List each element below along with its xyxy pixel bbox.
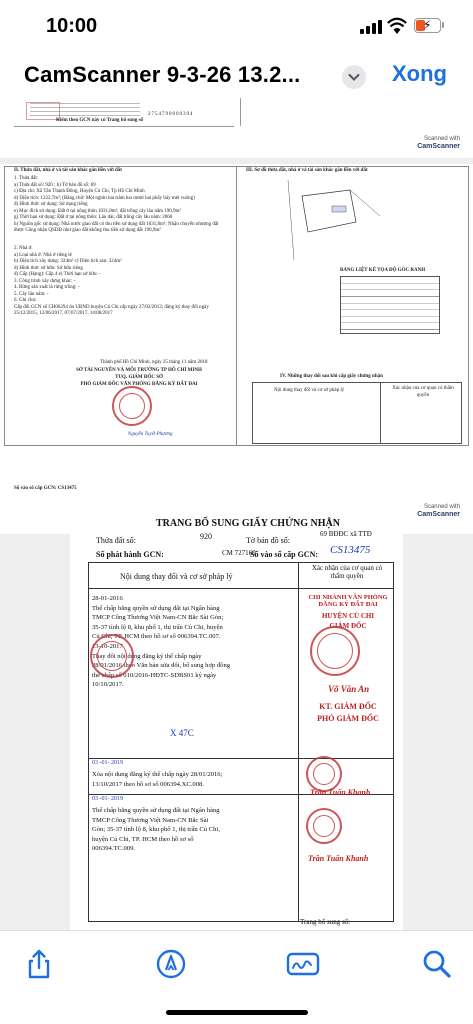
text-line: d) Diện tích: 1222,7m²; (Bằng chữ: Một nghìn hai trăm hai mươi hai phẩy bảy mét vuông) — [14, 195, 195, 201]
changes-col-right: Xác nhận của cơ quan có thẩm quyền — [392, 386, 454, 398]
register-number: Số vào sổ cấp GCN: CS13475 — [14, 486, 77, 491]
cellular-signal-icon — [360, 20, 382, 34]
stamp-seal-3 — [306, 808, 342, 844]
battery-tip — [442, 22, 444, 28]
done-button[interactable]: Xong — [392, 61, 447, 86]
entry-mortgage-2019 — [92, 806, 296, 854]
role-deputy-director: PHÓ GIÁM ĐỐC — [317, 714, 379, 723]
signature-icon[interactable] — [286, 949, 320, 979]
entry3-date-stamp: 03 -01- 2019 — [92, 796, 123, 802]
text-line: b) Diện tích xây dựng: 324m² c) Diện tích sàn: 324m² — [14, 259, 122, 264]
text-line: thế chấp số 010/2016-HĐTC-SDBS01 ký ngày — [92, 671, 217, 679]
book-value: CS13475 — [330, 544, 371, 556]
section-ii-heading: II. Thửa đất, nhà ở và tài sản khác gắn liền với đất — [14, 168, 122, 173]
home-indicator[interactable] — [166, 1010, 308, 1015]
row-divider — [88, 758, 394, 759]
document-title[interactable]: CamScanner 9-3-26 13.2... — [24, 62, 301, 87]
signing-place-date: Thành phố Hồ Chí Minh, ngày 25 tháng 11 năm 2018 — [100, 360, 208, 365]
text-line: e) Mục đích sử dụng: Đất ở tại nông thôn 1031,8m²; đất trồng cây lâu năm 190,9m² — [14, 208, 181, 214]
status-bar — [0, 0, 473, 56]
signer-name: Nguyễn Tuyết Phương — [128, 432, 173, 437]
navigation-bar — [0, 56, 473, 96]
stamp-role: GIÁM ĐỐC — [329, 622, 367, 630]
supplement-title: TRANG BỔ SUNG GIẤY CHỨNG NHẬN — [156, 518, 340, 529]
text-line: Gòn; 35-37 tỉnh lộ 8, khu phố 1, thị trấn Củ Chi, — [92, 826, 220, 834]
camscanner-watermark — [404, 504, 460, 518]
coordinate-table — [340, 276, 440, 334]
text-line: Củ Chi, TP. HCM theo hồ sơ số 006394.TC.007. — [92, 633, 221, 641]
stamp-seal-2 — [306, 756, 342, 792]
table-column-divider — [298, 562, 299, 922]
text-line: đ) Cấp (Hạng): Cấp 4 e) Thời hạn sở hữu: - — [14, 272, 101, 277]
text-line: 5. Cây lâu năm: - — [14, 291, 49, 297]
text-line: 28/01/2016 theo Văn bản sửa đổi, bổ sung hợp đồng — [92, 662, 231, 670]
text-line: g) Thời hạn sử dụng: Đất ở tại nông thôn: Lâu dài; đất trồng cây lâu năm: 2066 — [14, 215, 173, 220]
authority-office: PHÓ GIÁM ĐỐC VĂN PHÒNG ĐĂNG KÝ ĐẤT ĐAI — [80, 382, 198, 387]
text-line: c) Địa chỉ: Xã Tân Thạnh Đông, Huyện Củ Chi, Tp Hồ Chí Minh — [14, 189, 145, 194]
camscanner-brand: CamScanner — [417, 143, 460, 150]
text-line: 4. Rừng sản xuất là rừng trồng: - — [14, 285, 80, 290]
divider — [240, 98, 241, 126]
handwritten-note: X 47C — [170, 728, 194, 738]
parcel-diagram — [262, 180, 382, 260]
signer-c-name: Trần Tuấn Khanh — [308, 854, 369, 863]
section-iv-heading: IV. Những thay đổi sau khi cấp giấy chứng nhận — [280, 374, 383, 379]
text-line: TMCP Công Thương Việt Nam-CN Bắc Sài — [92, 816, 209, 824]
markup-icon[interactable] — [156, 949, 186, 979]
text-line: a) Thửa đất số: 920 ; b) Tờ bản đồ số: 69 — [14, 182, 96, 188]
text-line: Cấp đổi GCN số CH06294 do UBND huyện Củ Chi cấp ngày 27/02/2013; đăng ký thay đổi ngày 25/12/2015, 12/06/2017, 07/07/2017, 14/08/2017 — [14, 304, 209, 316]
authority-proxy: TUQ. GIÁM ĐỐC SỞ — [115, 375, 163, 380]
text-line: 006394.TC.009. — [92, 845, 136, 853]
changes-col-left: Nội dung thay đổi và cơ sở pháp lý — [274, 388, 345, 393]
parcel-value: 920 — [200, 532, 212, 541]
text-line: d) Hình thức sở hữu: Sở hữu riêng — [14, 265, 83, 271]
signer-a-name: Võ Văn An — [328, 684, 370, 694]
text-line: 13/10/2017 theo hồ sơ số 006394.XC.008. — [92, 780, 204, 788]
district-red-seal — [310, 626, 360, 676]
text-line: 1. Thửa đất: — [14, 176, 39, 181]
house-details — [14, 246, 228, 318]
scan-page-2 — [0, 164, 473, 534]
supplement-notice: Kiểm theo GCN này có Trang bổ sung số — [56, 118, 144, 123]
text-line: 10/10/2017. — [92, 681, 124, 689]
column-header-changes: Nội dung thay đổi và cơ sở pháp lý — [120, 572, 233, 581]
text-line: a) Loại nhà ở: Nhà ở riêng lẻ — [14, 252, 72, 258]
center-fold — [236, 166, 237, 446]
document-viewer[interactable] — [0, 98, 473, 930]
camscanner-watermark — [404, 136, 460, 150]
serial-label: Số phát hành GCN: — [96, 550, 164, 559]
text-line: 35-37 tỉnh lộ 8, khu phố 1, thị trấn Củ Chi, huyện — [92, 623, 223, 631]
title-menu-button[interactable] — [342, 65, 366, 89]
text-line: 3. Công trình xây dựng khác: - — [14, 278, 76, 284]
camscanner-brand: CamScanner — [417, 511, 460, 518]
section-iii-heading: III. Sơ đồ thửa đất, nhà ở và tài sản khác gắn liền với đất — [246, 168, 368, 173]
parcel-label: Thửa đất số: — [96, 536, 136, 545]
map-label: Tờ bản đồ số: — [246, 536, 291, 545]
column-header-confirmation: Xác nhận của cơ quan có thẩm quyền — [311, 564, 383, 580]
status-time: 10:00 — [46, 15, 98, 37]
land-details — [14, 176, 228, 235]
scan-page-3 — [70, 494, 403, 930]
role-kt-director: KT. GIÁM ĐỐC — [319, 702, 377, 711]
office-red-seal — [90, 634, 134, 678]
document-barcode-number: 2754790000394 — [148, 112, 194, 117]
wifi-icon — [387, 17, 407, 35]
chevron-down-icon — [342, 65, 366, 89]
stamp-office-district: HUYỆN CỦ CHI — [321, 612, 375, 620]
map-value: 69 BĐĐC xã TTĐ — [320, 530, 372, 538]
table-header-divider — [88, 588, 394, 589]
text-line: 13-10-2017 — [92, 642, 123, 650]
book-label: Số vào sổ cấp GCN: — [250, 550, 319, 559]
camscanner-caption: Scanned with — [423, 504, 460, 510]
text-line: h) Nguồn gốc sử dụng: Nhà nước giao đất có thu tiền sử dụng đất 1031,8m²; Nhận chuyển nhượng đất được Công nhận QSDĐ như giao đất không thu tiền sử dụng đất 190,9m² — [14, 221, 219, 233]
text-line: Thay đổi nội dung đăng ký thế chấp ngày — [92, 652, 202, 660]
issuing-authority: SỞ TÀI NGUYÊN VÀ MÔI TRƯỜNG TP HỒ CHÍ MINH — [76, 368, 202, 373]
serial-value: CM 727160 — [222, 549, 256, 557]
text-line: Thế chấp bằng quyền sử dụng đất tại Ngân hàng — [92, 807, 220, 814]
entry-release-2019 — [92, 770, 296, 789]
table-divider — [380, 382, 381, 444]
camscanner-caption: Scanned with — [423, 136, 460, 142]
text-line: 2. Nhà ở: — [14, 246, 33, 251]
battery-icon: ⚡ — [414, 18, 441, 33]
text-line: 6. Ghi chú: — [14, 298, 37, 303]
scan-page-1 — [0, 98, 473, 158]
text-line: TMCP Công Thương Việt Nam-CN Bắc Sài Gòn; — [92, 614, 224, 622]
divider — [14, 126, 234, 127]
coordinate-table-title: BẢNG LIỆT KÊ TỌA ĐỘ GÓC RANH — [340, 268, 426, 273]
supplement-page-footer: Trang bổ sung số: — [300, 918, 351, 926]
text-line: huyện Củ Chi, TP. HCM theo hồ sơ số — [92, 835, 194, 843]
signer-b-name: Trần Tuấn Khanh — [310, 788, 371, 797]
text-line: đ) Hình thức sử dụng: Sử dụng riêng — [14, 202, 88, 207]
text-line: 28-01-2016 — [92, 595, 123, 602]
share-icon[interactable] — [24, 949, 54, 979]
search-icon[interactable] — [422, 949, 452, 979]
text-line: Xóa nội dung đăng ký thế chấp ngày 28/01/2016; — [92, 771, 223, 778]
official-red-seal — [112, 386, 152, 426]
entry2-date-stamp: 03 -01- 2019 — [92, 760, 123, 766]
stamp-office-name: CHI NHÁNH VĂN PHÒNG ĐĂNG KÝ ĐẤT ĐAI — [308, 594, 388, 608]
text-line: Thế chấp bằng quyền sử dụng đất tại Ngân hàng — [92, 604, 220, 612]
red-stamp-mark — [26, 102, 60, 120]
